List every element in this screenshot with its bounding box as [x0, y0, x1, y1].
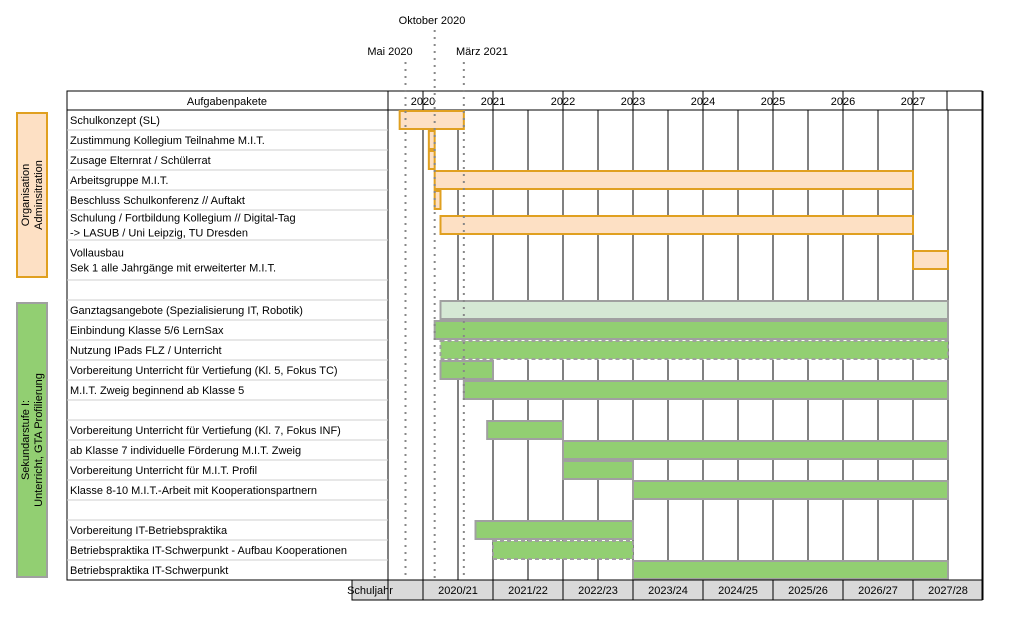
task-bar — [441, 216, 914, 234]
group-label-line2: Unterricht, GTA Profilierung — [33, 373, 45, 507]
task-bar — [435, 171, 913, 189]
task-label: Ganztagsangebote (Spezialisierung IT, Robotik) — [70, 305, 303, 317]
task-bar — [441, 341, 949, 359]
task-bar — [487, 421, 563, 439]
task-label: Klasse 8-10 M.I.T.-Arbeit mit Kooperationspartnern — [70, 485, 318, 497]
footer-school-year: 2022/23 — [578, 585, 618, 597]
task-bar — [429, 151, 435, 169]
task-label: Vorbereitung Unterricht für M.I.T. Profil — [70, 465, 258, 477]
header-task-column: Aufgabenpakete — [186, 96, 268, 108]
header-year-2025: 2025 — [760, 96, 786, 108]
group-label-line1: Sekundarstufe I: — [20, 399, 32, 481]
task-bar — [400, 111, 464, 129]
task-bar — [435, 321, 948, 339]
group-label-line1: Organisation — [20, 163, 32, 227]
task-bar — [633, 561, 948, 579]
marker-label-mai-2020: Mai 2020 — [367, 46, 413, 58]
footer-school-year: 2026/27 — [858, 585, 898, 597]
footer-school-year: 2027/28 — [928, 585, 968, 597]
task-label: Vorbereitung Unterricht für Vertiefung (Kl. 7, Fokus INF) — [70, 425, 341, 437]
footer-row — [347, 580, 982, 600]
footer-school-year: 2025/26 — [788, 585, 828, 597]
group-label-line2: Adminsitration — [33, 160, 45, 230]
task-label: Zustimmung Kollegium Teilnahme M.I.T. — [70, 135, 265, 147]
date-markers — [367, 15, 508, 58]
task-bar — [441, 361, 494, 379]
task-label: Schulkonzept (SL) — [70, 115, 160, 127]
task-label: Vorbereitung IT-Betriebspraktika — [70, 525, 228, 537]
header-year-2021: 2021 — [480, 96, 506, 108]
task-label: Nutzung IPads FLZ / Unterricht — [70, 345, 222, 357]
task-bar — [563, 441, 948, 459]
footer-school-year: 2023/24 — [648, 585, 688, 597]
group-labels — [17, 113, 47, 577]
task-bar — [429, 131, 435, 149]
header-year-2024: 2024 — [690, 96, 716, 108]
header-year-2027: 2027 — [900, 96, 926, 108]
header-year-2023: 2023 — [620, 96, 646, 108]
task-bar — [493, 541, 633, 559]
task-label: Sek 1 alle Jahrgänge mit erweiterter M.I.T. — [70, 262, 277, 275]
task-label: Arbeitsgruppe M.I.T. — [70, 175, 169, 187]
task-bar — [441, 301, 949, 319]
header-year-2022: 2022 — [550, 96, 576, 108]
task-bar — [464, 381, 948, 399]
task-label: Zusage Elternrat / Schülerrat — [70, 155, 211, 167]
footer-school-year: 2021/22 — [508, 585, 548, 597]
task-bar — [913, 251, 948, 269]
header-year-2026: 2026 — [830, 96, 856, 108]
task-label: Schulung / Fortbildung Kollegium // Digital-Tag — [70, 212, 296, 225]
marker-label-oktober-2020: Oktober 2020 — [398, 15, 466, 27]
task-label: Vorbereitung Unterricht für Vertiefung (Kl. 5, Fokus TC) — [70, 365, 338, 377]
task-bar — [633, 481, 948, 499]
task-label: ab Klasse 7 individuelle Förderung M.I.T. Zweig — [70, 445, 302, 457]
header-year-2020: 2020 — [410, 96, 436, 108]
task-label: -> LASUB / Uni Leipzig, TU Dresden — [70, 227, 249, 240]
task-label: Vollausbau — [70, 247, 124, 260]
footer-label: Schuljahr — [347, 585, 393, 597]
group-label — [20, 160, 45, 230]
footer-school-year: 2020/21 — [438, 585, 478, 597]
task-label: Betriebspraktika IT-Schwerpunkt — [70, 565, 229, 577]
task-bar — [563, 461, 633, 479]
task-label: Einbindung Klasse 5/6 LernSax — [70, 325, 224, 337]
task-bar — [476, 521, 634, 539]
marker-label-maerz-2021: März 2021 — [456, 46, 508, 58]
task-label: Beschluss Schulkonferenz // Auftakt — [70, 195, 245, 207]
task-label: Betriebspraktika IT-Schwerpunkt - Aufbau Kooperationen — [70, 545, 347, 557]
footer-school-year: 2024/25 — [718, 585, 758, 597]
task-label: M.I.T. Zweig beginnend ab Klasse 5 — [70, 385, 245, 397]
